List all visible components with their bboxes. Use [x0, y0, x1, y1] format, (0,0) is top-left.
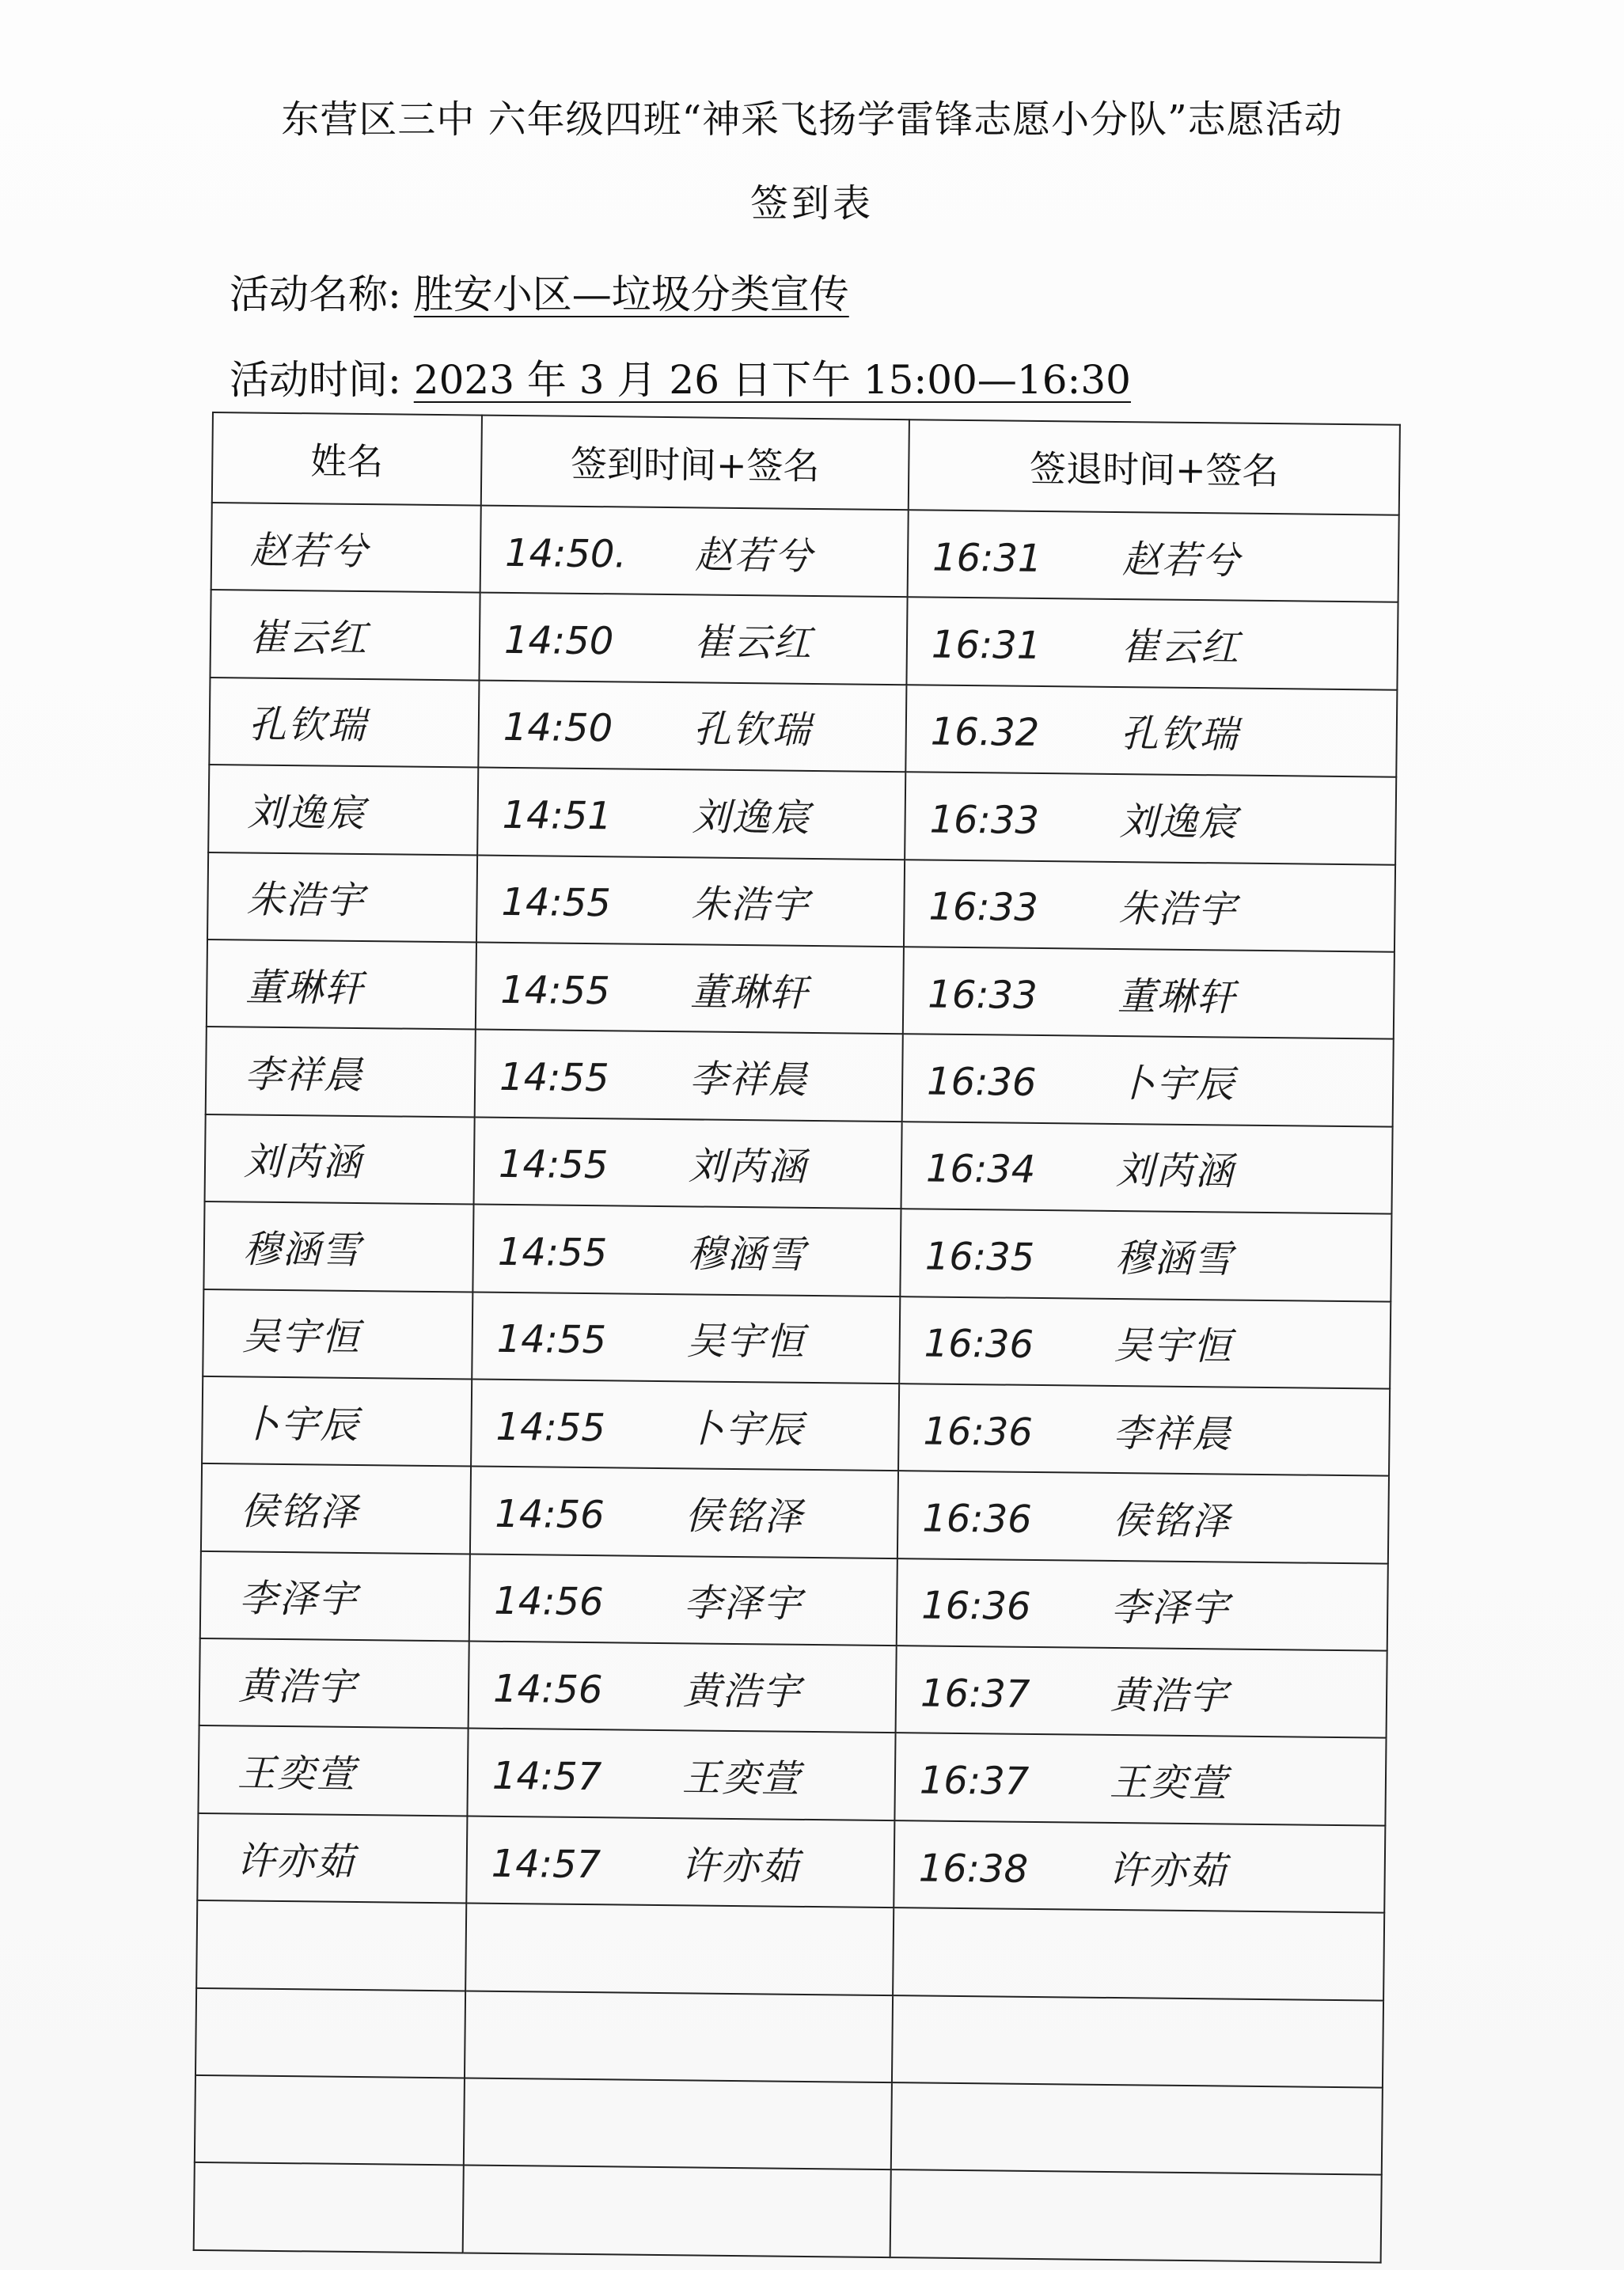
- sign-out-cell: [894, 1733, 1386, 1826]
- sign-out-time: 16:36: [920, 1583, 1031, 1630]
- sign-out-time: 16:33: [928, 884, 1039, 931]
- table-row: [208, 765, 1396, 864]
- sign-in-signature: 崔云红: [693, 620, 814, 666]
- name-cell: [202, 1376, 472, 1467]
- activity-time-label: 活动时间:: [230, 357, 401, 403]
- sign-in-signature: 刘芮涵: [688, 1144, 808, 1190]
- sign-out-time: 16:37: [919, 1758, 1030, 1805]
- sign-in-cell: [465, 1904, 894, 1995]
- handwritten-name: 刘逸宸: [247, 790, 367, 836]
- sign-out-signature: 卜宇辰: [1116, 1061, 1236, 1107]
- sign-out-signature: 朱浩宇: [1118, 886, 1238, 932]
- name-cell: [203, 1289, 472, 1379]
- sign-out-time: 16:36: [922, 1496, 1033, 1542]
- sign-out-time: 16:31: [932, 535, 1042, 581]
- handwritten-name: 董琳轩: [245, 965, 365, 1011]
- sign-in-signature: 许亦茹: [681, 1843, 801, 1889]
- sign-out-time: 16:33: [929, 797, 1040, 843]
- name-cell: [203, 1201, 473, 1292]
- sign-in-time: 14:55: [496, 1317, 607, 1363]
- sign-out-cell: [903, 947, 1394, 1039]
- sign-in-signature: 穆涵雪: [687, 1232, 807, 1277]
- sign-in-time: [465, 2135, 662, 2137]
- sign-out-time: 16:31: [931, 622, 1042, 669]
- sign-in-cell: [476, 942, 904, 1034]
- sign-out-cell: [898, 1384, 1390, 1476]
- handwritten-name: 许亦茹: [236, 1838, 356, 1885]
- sign-in-signature: 吴宇恒: [686, 1319, 806, 1365]
- table-row: [201, 1463, 1389, 1563]
- handwritten-name: 吴宇恒: [241, 1314, 362, 1361]
- sign-out-time: 16.32: [930, 709, 1040, 756]
- sign-out-signature: 刘逸宸: [1119, 799, 1239, 845]
- sign-in-signature: 王奕萱: [681, 1756, 802, 1802]
- handwritten-name: 崔云红: [249, 615, 369, 662]
- sign-out-cell: [905, 685, 1397, 777]
- sign-out-time: [891, 2226, 1089, 2229]
- sign-in-cell: [469, 1642, 897, 1733]
- sign-in-cell: [463, 2166, 891, 2257]
- name-cell: [195, 2075, 465, 2166]
- sign-out-signature: 侯铭泽: [1112, 1498, 1231, 1544]
- table-row: [197, 1813, 1385, 1913]
- sign-in-cell: [466, 1816, 894, 1907]
- sign-out-cell: [900, 1209, 1391, 1301]
- handwritten-name: [195, 2219, 233, 2220]
- sign-in-time: 14:50.: [504, 530, 628, 577]
- handwritten-name: 李泽宇: [239, 1576, 359, 1623]
- sign-out-cell: [904, 860, 1395, 952]
- sign-out-signature: 孔钦瑞: [1120, 712, 1240, 758]
- name-cell: [201, 1463, 471, 1554]
- sign-in-cell: [467, 1729, 895, 1820]
- sign-in-time: 14:55: [500, 967, 610, 1013]
- sign-out-time: 16:33: [928, 972, 1038, 1018]
- sign-in-time: 14:55: [498, 1142, 609, 1188]
- sign-out-signature: 李祥晨: [1113, 1410, 1232, 1457]
- name-cell: [199, 1638, 469, 1729]
- name-cell: [206, 1027, 476, 1117]
- sign-out-cell: [908, 510, 1399, 602]
- sign-out-cell: [894, 1820, 1385, 1913]
- header-sign-out: 签退时间+签名: [909, 419, 1400, 514]
- activity-name-line: [230, 263, 849, 320]
- sign-in-cell: [478, 680, 906, 772]
- handwritten-name: 侯铭泽: [240, 1489, 359, 1535]
- table-header-row: [212, 412, 1400, 515]
- sign-out-cell: [897, 1558, 1388, 1651]
- table-row: [195, 1988, 1383, 2088]
- header-name: 姓名: [212, 412, 482, 506]
- sign-out-signature: 王奕萱: [1109, 1760, 1229, 1806]
- handwritten-name: 穆涵雪: [242, 1227, 362, 1273]
- activity-time-value: 2023 年 3 月 26 日下午 15:00—16:30: [413, 357, 1131, 403]
- sign-in-cell: [471, 1379, 899, 1471]
- table-row: [199, 1638, 1387, 1738]
- handwritten-name: [195, 2131, 233, 2132]
- sign-out-cell: [902, 1034, 1394, 1127]
- table-row: [209, 678, 1397, 777]
- sign-out-time: 16:35: [924, 1234, 1035, 1280]
- sign-out-cell: [892, 1995, 1383, 2088]
- sign-out-signature: 穆涵雪: [1114, 1236, 1235, 1282]
- sign-in-cell: [470, 1467, 898, 1558]
- sign-in-signature: 李泽宇: [683, 1581, 803, 1627]
- table-row: [194, 2162, 1382, 2262]
- table-row: [206, 1027, 1394, 1126]
- sign-out-time: [892, 2139, 1090, 2141]
- sign-in-time: 14:50: [503, 617, 614, 664]
- sign-in-cell: [472, 1205, 901, 1296]
- sign-in-time: [465, 2047, 663, 2049]
- sign-out-signature: 刘芮涵: [1115, 1148, 1235, 1195]
- name-cell: [195, 1988, 465, 2078]
- sign-in-signature: 董琳轩: [690, 970, 810, 1015]
- sign-in-time: 14:50: [503, 705, 613, 751]
- table-body: [194, 503, 1399, 2262]
- name-cell: [198, 1725, 468, 1816]
- sign-out-time: 16:36: [926, 1059, 1037, 1105]
- name-cell: [209, 678, 479, 768]
- table-row: [203, 1201, 1391, 1301]
- sign-in-cell: [472, 1292, 900, 1384]
- sign-out-signature: 崔云红: [1121, 624, 1241, 670]
- table-row: [207, 940, 1394, 1039]
- sign-out-time: 16:38: [918, 1845, 1029, 1892]
- sign-out-cell: [906, 598, 1398, 690]
- handwritten-name: 李祥晨: [244, 1052, 364, 1099]
- sign-in-time: 14:51: [502, 792, 613, 839]
- sign-out-signature: 黄浩宇: [1110, 1672, 1230, 1719]
- sign-out-signature: 许亦茹: [1108, 1847, 1228, 1894]
- activity-name-label: 活动名称:: [230, 271, 401, 317]
- table-row: [200, 1551, 1388, 1651]
- table-row: [202, 1376, 1390, 1476]
- sign-out-time: 16:36: [923, 1409, 1034, 1455]
- sign-in-cell: [474, 1117, 902, 1209]
- name-cell: [197, 1813, 467, 1904]
- table-row: [203, 1289, 1391, 1388]
- sign-in-cell: [475, 1030, 903, 1122]
- sign-in-signature: 孔钦瑞: [692, 707, 813, 754]
- table-row: [198, 1725, 1386, 1825]
- name-cell: [208, 765, 478, 855]
- sign-in-signature: 赵若兮: [694, 533, 814, 579]
- name-cell: [200, 1551, 470, 1642]
- sign-in-signature: 侯铭泽: [685, 1494, 804, 1539]
- sign-out-signature: 赵若兮: [1121, 537, 1242, 583]
- name-cell: [194, 2162, 464, 2253]
- handwritten-name: [196, 2044, 234, 2045]
- sign-out-time: 16:37: [920, 1671, 1030, 1717]
- sign-in-time: [467, 1960, 665, 1962]
- name-cell: [196, 1900, 466, 1991]
- sign-in-signature: 李祥晨: [689, 1057, 809, 1103]
- sign-in-time: 14:56: [493, 1579, 604, 1625]
- sign-in-signature: 黄浩宇: [682, 1668, 803, 1714]
- sign-in-cell: [477, 768, 905, 860]
- document-title: 东营区三中 六年级四班“神采飞扬学雷锋志愿小分队”志愿活动: [281, 97, 1343, 142]
- activity-name-value: 胜安小区—垃圾分类宣传: [413, 271, 849, 317]
- header-sign-in: 签到时间+签名: [481, 416, 909, 511]
- table-row: [207, 852, 1395, 952]
- handwritten-name: 黄浩宇: [237, 1664, 358, 1710]
- sign-in-time: 14:57: [491, 1753, 602, 1800]
- sign-out-time: [894, 1964, 1092, 1967]
- table-row: [211, 503, 1399, 602]
- sign-in-time: 14:55: [499, 1054, 609, 1101]
- sign-out-time: [893, 2052, 1091, 2054]
- table-row: [205, 1114, 1393, 1214]
- sign-in-cell: [464, 2078, 892, 2169]
- sign-in-signature: 刘逸宸: [692, 795, 811, 841]
- name-cell: [211, 503, 481, 593]
- handwritten-name: 刘芮涵: [243, 1139, 363, 1186]
- sign-out-signature: 董琳轩: [1117, 974, 1237, 1020]
- table-row: [196, 1900, 1384, 2000]
- document-subtitle: 签到表: [749, 181, 874, 226]
- handwritten-name: 王奕萱: [237, 1751, 357, 1797]
- handwritten-name: 卜宇辰: [241, 1402, 360, 1448]
- sign-out-cell: [901, 1122, 1392, 1214]
- handwritten-name: 朱浩宇: [246, 877, 366, 924]
- name-cell: [205, 1114, 475, 1205]
- table-row: [195, 2075, 1383, 2175]
- handwritten-name: 赵若兮: [249, 528, 370, 574]
- sign-out-time: 16:36: [924, 1321, 1034, 1368]
- sign-in-cell: [479, 593, 907, 685]
- activity-time-line: [230, 348, 1131, 405]
- sign-in-time: 14:57: [491, 1841, 601, 1887]
- sign-in-time: 14:55: [501, 880, 612, 926]
- handwritten-name: 孔钦瑞: [248, 702, 368, 749]
- sign-out-signature: 李泽宇: [1110, 1585, 1231, 1631]
- sign-in-cell: [465, 1991, 893, 2082]
- name-cell: [210, 590, 480, 680]
- sign-out-signature: 吴宇恒: [1114, 1323, 1234, 1369]
- sign-in-time: [464, 2222, 662, 2224]
- sign-out-cell: [890, 2170, 1382, 2263]
- table-row: [210, 590, 1398, 689]
- sign-out-cell: [891, 2082, 1383, 2175]
- sign-in-time: 14:56: [495, 1491, 605, 1538]
- sign-in-signature: 卜宇辰: [685, 1406, 805, 1452]
- sign-in-cell: [480, 506, 909, 598]
- sign-in-signature: 朱浩宇: [691, 882, 810, 928]
- sign-in-cell: [476, 855, 905, 947]
- sign-out-cell: [897, 1471, 1389, 1563]
- attendance-table: [193, 412, 1401, 2263]
- sign-out-cell: [896, 1646, 1387, 1738]
- sign-in-time: 14:55: [497, 1229, 608, 1276]
- sign-out-cell: [905, 772, 1396, 864]
- sign-out-time: 16:34: [925, 1146, 1036, 1193]
- name-cell: [207, 852, 477, 943]
- sign-in-cell: [469, 1554, 897, 1646]
- name-cell: [207, 940, 476, 1030]
- sign-in-time: 14:55: [495, 1404, 606, 1450]
- sign-out-cell: [893, 1907, 1384, 2000]
- sign-out-cell: [899, 1296, 1391, 1389]
- sign-in-time: 14:56: [492, 1666, 603, 1713]
